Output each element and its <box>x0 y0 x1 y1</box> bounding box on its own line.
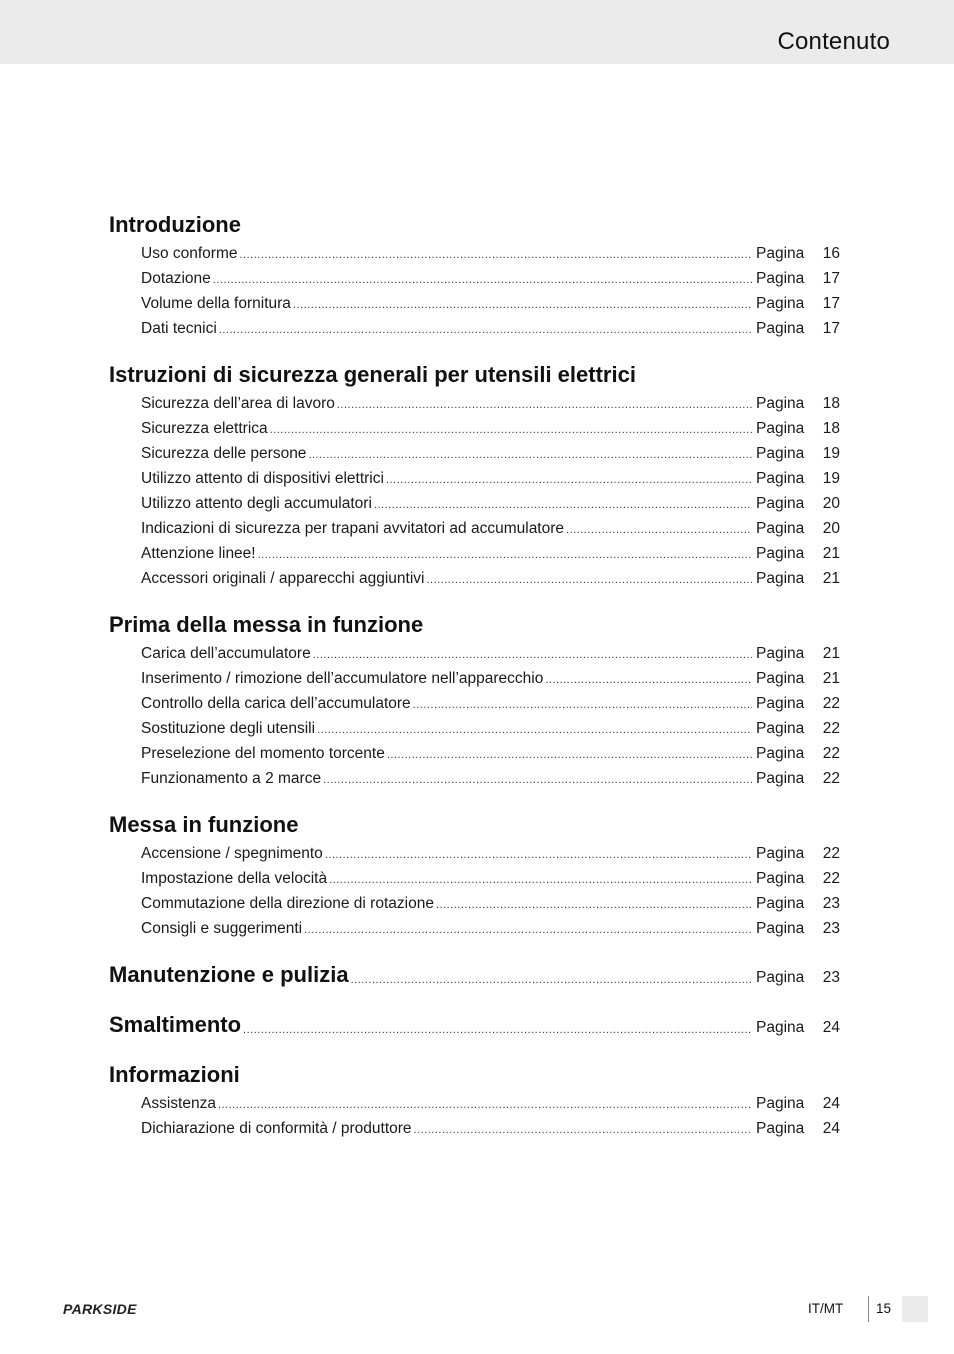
section-heading-row <box>109 1005 840 1039</box>
section-title: Informazioni <box>109 1062 240 1087</box>
footer-divider <box>868 1296 869 1322</box>
toc-entry <box>109 1114 840 1139</box>
page-label: Pagina <box>756 520 805 537</box>
page-label: Pagina <box>756 545 805 562</box>
dot-leader <box>436 899 752 911</box>
toc-entry <box>109 539 840 564</box>
page-label: Pagina <box>756 845 805 862</box>
page-ref: 17 <box>822 270 840 287</box>
brand-logo: PARKSIDE <box>63 1301 137 1317</box>
page-ref: 19 <box>822 470 840 487</box>
section-title: Prima della messa in funzione <box>109 612 424 637</box>
toc-entry <box>109 414 840 439</box>
page-label: Pagina <box>756 870 805 887</box>
page-title: Contenuto <box>777 28 890 55</box>
dot-leader <box>213 274 752 286</box>
toc-section <box>109 1055 840 1139</box>
page-label: Pagina <box>756 1120 805 1137</box>
entry-label: Volume della fornitura <box>141 295 291 312</box>
page-label: Pagina <box>756 445 805 462</box>
page-ref: 22 <box>822 870 840 887</box>
entry-label: Sicurezza delle persone <box>141 445 307 462</box>
toc-entry <box>109 839 840 864</box>
page-label: Pagina <box>756 770 805 787</box>
page-label: Pagina <box>756 670 805 687</box>
entry-label: Dati tecnici <box>141 320 217 337</box>
entry-label: Sicurezza elettrica <box>141 420 268 437</box>
entry-label: Attenzione linee! <box>141 545 256 562</box>
toc-entry <box>109 389 840 414</box>
dot-leader <box>387 749 752 761</box>
entry-label: Carica dell’accumulatore <box>141 645 311 662</box>
page-label: Pagina <box>756 495 805 512</box>
page-ref: 22 <box>822 845 840 862</box>
page-ref: 22 <box>822 770 840 787</box>
toc-entry <box>109 564 840 589</box>
dot-leader <box>317 724 752 736</box>
page-ref: 21 <box>822 645 840 662</box>
dot-leader <box>293 299 752 311</box>
page-label: Pagina <box>756 745 805 762</box>
page-label: Pagina <box>756 645 805 662</box>
toc-section <box>109 605 840 789</box>
page-ref: 23 <box>822 920 840 937</box>
page-label: Pagina <box>756 570 805 587</box>
dot-leader <box>329 874 752 886</box>
toc-entry <box>109 464 840 489</box>
toc-entry <box>109 914 840 939</box>
page-ref: 24 <box>822 1019 840 1036</box>
page-ref: 24 <box>822 1095 840 1112</box>
entry-label: Accensione / spegnimento <box>141 845 323 862</box>
dot-leader <box>218 1099 752 1111</box>
dot-leader <box>270 424 752 436</box>
page-ref: 21 <box>822 545 840 562</box>
page-label: Pagina <box>756 320 805 337</box>
section-gap <box>109 1039 840 1055</box>
page-ref: 23 <box>822 895 840 912</box>
toc-entry <box>109 664 840 689</box>
section-gap <box>109 939 840 955</box>
toc-section <box>109 955 840 989</box>
toc-section <box>109 205 840 339</box>
page-ref: 22 <box>822 745 840 762</box>
toc-section <box>109 355 840 589</box>
dot-leader <box>414 1124 752 1136</box>
entry-label: Utilizzo attento degli accumulatori <box>141 495 372 512</box>
entry-label: Indicazioni di sicurezza per trapani avvitatori ad accumulatore <box>141 520 565 537</box>
dot-leader <box>304 924 752 936</box>
section-title: Smaltimento <box>109 1012 242 1037</box>
page-number: 15 <box>876 1301 892 1316</box>
entry-label: Impostazione della velocità <box>141 870 328 887</box>
page-ref: 17 <box>822 295 840 312</box>
dot-leader <box>313 649 752 661</box>
entry-label: Uso conforme <box>141 245 238 262</box>
page-ref: 21 <box>822 570 840 587</box>
toc-entry <box>109 714 840 739</box>
dot-leader <box>413 699 752 711</box>
page-label: Pagina <box>756 920 805 937</box>
page-ref: 18 <box>822 420 840 437</box>
toc-entry <box>109 239 840 264</box>
section-gap <box>109 589 840 605</box>
page-label: Pagina <box>756 395 805 412</box>
section-heading-row <box>109 955 840 989</box>
section-gap <box>109 339 840 355</box>
page-ref: 16 <box>822 245 840 262</box>
dot-leader <box>323 774 752 786</box>
section-title: Istruzioni di sicurezza generali per utensili elettrici <box>109 362 636 387</box>
entry-label: Consigli e suggerimenti <box>141 920 303 937</box>
page-label: Pagina <box>756 695 805 712</box>
dot-leader <box>308 449 752 461</box>
entry-label: Dichiarazione di conformità / produttore <box>141 1120 412 1137</box>
toc-entry <box>109 739 840 764</box>
page-ref: 21 <box>822 670 840 687</box>
section-gap <box>109 989 840 1005</box>
page-label: Pagina <box>756 720 805 737</box>
page-ref: 17 <box>822 320 840 337</box>
corner-tab <box>902 1296 928 1322</box>
dot-leader <box>258 549 752 561</box>
toc-entry <box>109 864 840 889</box>
footer <box>0 1290 954 1330</box>
dot-leader <box>566 524 752 536</box>
entry-label: Funzionamento a 2 marce <box>141 770 322 787</box>
toc-entry <box>109 764 840 789</box>
toc-entry <box>109 289 840 314</box>
toc-entry <box>109 689 840 714</box>
section-heading-row <box>109 805 840 839</box>
section-title: Introduzione <box>109 212 241 237</box>
page-label: Pagina <box>756 295 805 312</box>
toc-entry <box>109 489 840 514</box>
entry-label: Commutazione della direzione di rotazione <box>141 895 434 912</box>
page-label: Pagina <box>756 895 805 912</box>
toc-entry <box>109 889 840 914</box>
entry-label: Accessori originali / apparecchi aggiuntivi <box>141 570 425 587</box>
section-gap <box>109 789 840 805</box>
dot-leader <box>374 499 752 511</box>
page-ref: 22 <box>822 695 840 712</box>
page-ref: 20 <box>822 520 840 537</box>
entry-label: Preselezione del momento torcente <box>141 745 385 762</box>
table-of-contents <box>109 205 840 1139</box>
entry-label: Sicurezza dell’area di lavoro <box>141 395 335 412</box>
page-ref: 24 <box>822 1120 840 1137</box>
dot-leader <box>325 849 752 861</box>
dot-leader <box>219 324 752 336</box>
section-heading-row <box>109 605 840 639</box>
section-heading-row <box>109 205 840 239</box>
section-heading-row <box>109 355 840 389</box>
section-heading-row <box>109 1055 840 1089</box>
dot-leader <box>243 1024 752 1036</box>
dot-leader <box>545 674 752 686</box>
page-ref: 22 <box>822 720 840 737</box>
page-ref: 23 <box>822 969 840 986</box>
dot-leader <box>239 249 752 261</box>
toc-entry <box>109 514 840 539</box>
entry-label: Utilizzo attento di dispositivi elettrici <box>141 470 384 487</box>
page-label: Pagina <box>756 969 805 986</box>
dot-leader <box>386 474 752 486</box>
dot-leader <box>351 974 752 986</box>
dot-leader <box>426 574 752 586</box>
page-ref: 20 <box>822 495 840 512</box>
entry-label: Controllo della carica dell’accumulatore <box>141 695 411 712</box>
page-label: Pagina <box>756 470 805 487</box>
toc-entry <box>109 264 840 289</box>
toc-entry <box>109 639 840 664</box>
page-ref: 18 <box>822 395 840 412</box>
page-label: Pagina <box>756 1019 805 1036</box>
entry-label: Assistenza <box>141 1095 216 1112</box>
entry-label: Dotazione <box>141 270 211 287</box>
page-label: Pagina <box>756 270 805 287</box>
entry-label: Sostituzione degli utensili <box>141 720 316 737</box>
section-title: Manutenzione e pulizia <box>109 962 349 987</box>
toc-entry <box>109 314 840 339</box>
entry-label: Inserimento / rimozione dell’accumulatore nell’apparecchio <box>141 670 544 687</box>
language-code: IT/MT <box>808 1301 844 1316</box>
page-label: Pagina <box>756 1095 805 1112</box>
toc-entry <box>109 439 840 464</box>
dot-leader <box>337 399 752 411</box>
section-title: Messa in funzione <box>109 812 299 837</box>
page-label: Pagina <box>756 245 805 262</box>
toc-section <box>109 805 840 939</box>
page-label: Pagina <box>756 420 805 437</box>
toc-section <box>109 1005 840 1039</box>
page-ref: 19 <box>822 445 840 462</box>
toc-entry <box>109 1089 840 1114</box>
